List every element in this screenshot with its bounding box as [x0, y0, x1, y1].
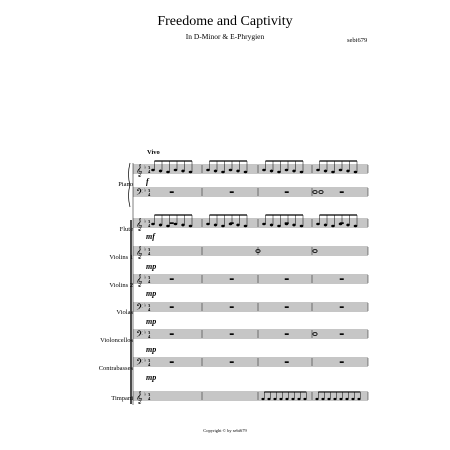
- svg-text:4: 4: [148, 362, 151, 367]
- instrument-label-flute: Flute: [119, 226, 133, 233]
- rest: [230, 279, 234, 280]
- copyright-text: Copyright © by sebi679: [203, 428, 247, 433]
- svg-text:3: 3: [148, 165, 151, 170]
- svg-text:𝄢: 𝄢: [136, 302, 144, 315]
- score-title: Freedome and Captivity: [157, 14, 293, 29]
- dynamic-violins-2: mp: [146, 289, 157, 298]
- svg-text:𝄢: 𝄢: [136, 357, 144, 370]
- rest: [285, 223, 289, 224]
- svg-text:𝄢: 𝄢: [136, 329, 144, 342]
- svg-text:4: 4: [148, 192, 151, 197]
- rest: [170, 334, 174, 335]
- staff: [133, 187, 368, 200]
- staff: [133, 329, 368, 342]
- svg-text:♭: ♭: [144, 187, 147, 194]
- dynamic-flute: mf: [146, 232, 155, 241]
- svg-text:𝄞: 𝄞: [136, 274, 143, 287]
- dynamic-violas: mp: [146, 317, 157, 326]
- svg-text:𝄞: 𝄞: [136, 164, 143, 177]
- rest: [170, 362, 174, 363]
- rest: [285, 334, 289, 335]
- instrument-label-violas: Violas: [116, 309, 133, 316]
- svg-text:4: 4: [148, 169, 151, 174]
- svg-text:♭: ♭: [144, 329, 147, 336]
- rest: [170, 307, 174, 308]
- svg-text:♭: ♭: [144, 274, 147, 281]
- instrument-label-timpani: Timpani: [111, 395, 133, 402]
- dynamic-violoncellos: mp: [146, 345, 157, 354]
- instrument-label-contrabasses: Contrabasses: [98, 365, 133, 372]
- rest: [285, 279, 289, 280]
- score-subtitle: In D-Minor & E-Phrygien: [185, 32, 265, 41]
- rest: [340, 223, 344, 224]
- rest: [230, 362, 234, 363]
- svg-text:♭: ♭: [144, 246, 147, 253]
- svg-text:3: 3: [148, 330, 151, 335]
- svg-text:3: 3: [148, 275, 151, 280]
- composer-name: sebi679: [347, 37, 368, 44]
- svg-text:3: 3: [148, 247, 151, 252]
- svg-text:♭: ♭: [144, 164, 147, 171]
- svg-text:3: 3: [148, 358, 151, 363]
- rest: [340, 362, 344, 363]
- rest: [285, 192, 289, 193]
- staff: [133, 391, 368, 404]
- svg-text:4: 4: [148, 279, 151, 284]
- rest: [285, 307, 289, 308]
- svg-text:𝄞: 𝄞: [136, 218, 143, 231]
- staff: [133, 274, 368, 287]
- instrument-label-violins-1: Violins 1: [109, 254, 133, 261]
- rest: [340, 279, 344, 280]
- instrument-label-violins-2: Violins 2: [109, 282, 133, 289]
- dynamic-piano: f: [146, 177, 149, 186]
- staff: [133, 246, 368, 259]
- rest: [170, 279, 174, 280]
- rest: [230, 307, 234, 308]
- svg-text:4: 4: [148, 334, 151, 339]
- svg-text:♭: ♭: [144, 218, 147, 225]
- dynamic-violins-1: mp: [146, 262, 157, 271]
- svg-text:4: 4: [148, 307, 151, 312]
- instrument-label-piano: Piano: [118, 181, 133, 188]
- staff: [133, 302, 368, 315]
- rest: [340, 192, 344, 193]
- svg-text:𝄢: 𝄢: [136, 187, 144, 200]
- svg-text:𝄞: 𝄞: [136, 391, 143, 404]
- svg-text:3: 3: [148, 219, 151, 224]
- rest: [230, 192, 234, 193]
- rest: [230, 334, 234, 335]
- dynamic-contrabasses: mp: [146, 373, 157, 382]
- svg-text:♭: ♭: [144, 391, 147, 398]
- tempo-marking: Vivo: [147, 149, 160, 156]
- staff: [133, 164, 368, 177]
- rest: [285, 362, 289, 363]
- svg-text:3: 3: [148, 188, 151, 193]
- rest: [340, 334, 344, 335]
- rest: [230, 223, 234, 224]
- svg-text:4: 4: [148, 223, 151, 228]
- staff: [133, 357, 368, 370]
- svg-text:4: 4: [148, 396, 151, 401]
- svg-text:3: 3: [148, 303, 151, 308]
- svg-text:3: 3: [148, 392, 151, 397]
- svg-text:♭: ♭: [144, 302, 147, 309]
- rest: [340, 307, 344, 308]
- rest: [170, 192, 174, 193]
- svg-text:𝄞: 𝄞: [136, 246, 143, 259]
- svg-text:♭: ♭: [144, 357, 147, 364]
- svg-text:4: 4: [148, 251, 151, 256]
- staff: [133, 218, 368, 231]
- rest: [170, 223, 174, 224]
- instrument-label-violoncellos: Violoncellos: [100, 337, 133, 344]
